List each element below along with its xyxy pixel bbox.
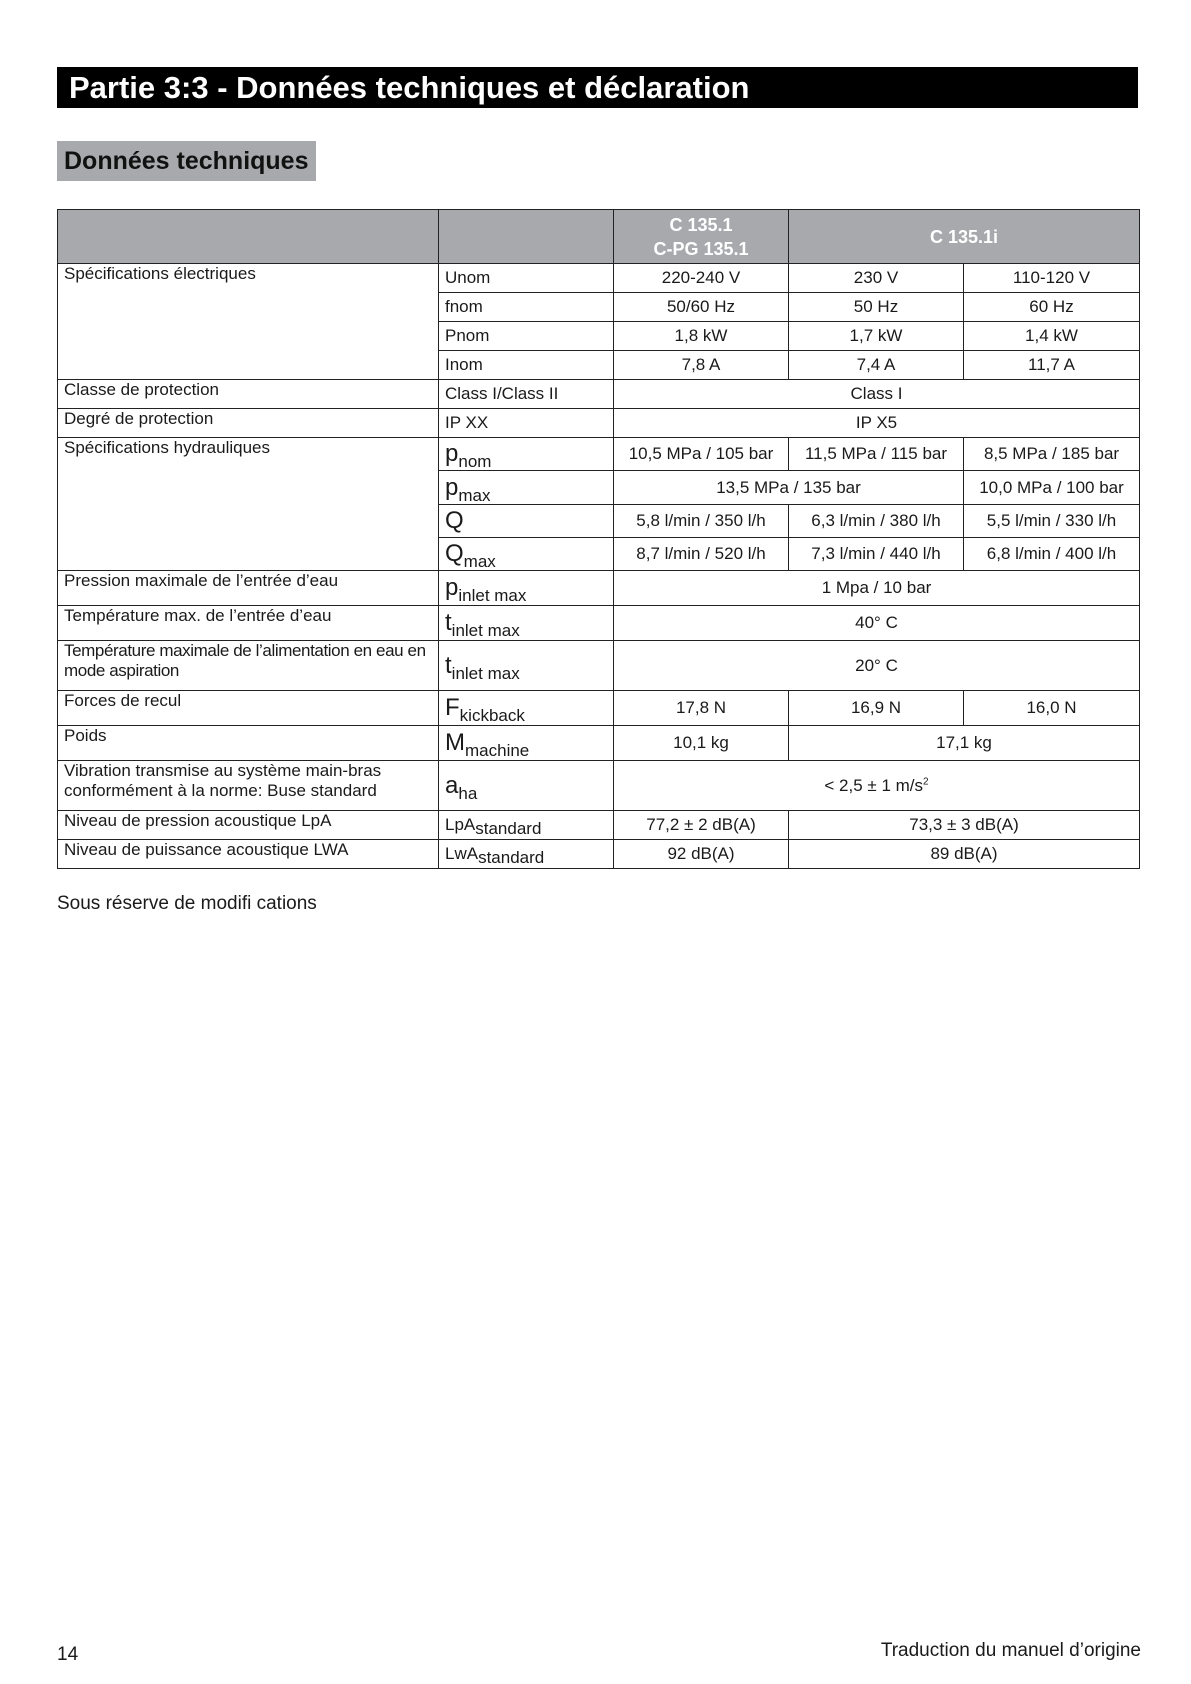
header-empty-2 [439,210,614,264]
value-cell: 230 V [789,264,964,293]
value-cell: 50 Hz [789,293,964,322]
symbol-subscript: nom [458,452,492,471]
table-row [58,641,1140,691]
symbol-letter: p [445,473,459,501]
symbol-base: LpA [445,815,476,834]
symbol-letter: t [445,609,452,636]
symbol-q [439,505,614,538]
symbol-subscript: ha [458,783,478,803]
symbol-base: LwA [445,844,479,863]
symbol-inom: Inom [439,351,614,380]
value-cell: 16,0 N [964,691,1140,726]
row-label-protection-class: Classe de protection [58,380,439,409]
row-label-inlet-pressure: Pression maximale de l’entrée d’eau [58,571,439,606]
table-row [58,409,1140,438]
table-row [58,726,1140,761]
symbol-p-inlet [439,571,614,606]
symbol-lwa [439,840,614,869]
table-row [58,811,1140,840]
value-cell: 73,3 ± 3 dB(A) [789,811,1140,840]
symbol-pnom-electrical: Pnom [439,322,614,351]
symbol-letter: Q [445,540,464,567]
symbol-ip: IP XX [439,409,614,438]
value-cell: 77,2 ± 2 dB(A) [614,811,789,840]
symbol-pmax [439,471,614,505]
value-cell: 1 Mpa / 10 bar [614,571,1140,606]
symbol-subscript: standard [478,848,545,867]
value-cell: 7,4 A [789,351,964,380]
symbol-f-kickback [439,691,614,726]
table-row [58,571,1140,606]
value-cell: 17,1 kg [789,726,1140,761]
table-row [58,264,1140,293]
header-model-c135-1-line1: C 135.1 [669,214,733,235]
value-cell: 8,5 MPa / 185 bar [964,438,1140,471]
symbol-subscript: standard [475,819,542,838]
value-cell: 7,8 A [614,351,789,380]
row-label-suction-temperature: Température maximale de l’alimentation en eau en mode aspiration [58,641,439,691]
symbol-letter: F [445,694,460,721]
row-label-sound-power: Niveau de puissance acoustique LWA [58,840,439,869]
symbol-letter: t [445,651,452,679]
symbol-letter: p [445,440,459,467]
value-cell: 220-240 V [614,264,789,293]
value-cell: 13,5 MPa / 135 bar [614,471,964,505]
section-title: Partie 3:3 - Données techniques et déclaration [57,67,1138,108]
value-cell: 20° C [614,641,1140,691]
symbol-subscript: inlet max [451,621,520,640]
header-model-c135-1 [614,210,789,264]
value-cell: 40° C [614,606,1140,641]
value-cell: 1,7 kW [789,322,964,351]
symbol-pnom [439,438,614,471]
row-label-hydraulic: Spécifications hydrauliques [58,438,439,571]
subject-to-change-note: Sous réserve de modifi cations [57,893,317,914]
value-cell: 6,8 l/min / 400 l/h [964,538,1140,571]
symbol-m-machine [439,726,614,761]
symbol-qmax [439,538,614,571]
symbol-letter: p [445,574,459,601]
technical-data-table [57,209,1140,869]
symbol-unom: Unom [439,264,614,293]
page-number: 14 [57,1644,79,1665]
value-cell: 7,3 l/min / 440 l/h [789,538,964,571]
vibration-value: < 2,5 ± 1 m/s [824,775,924,795]
value-cell: 6,3 l/min / 380 l/h [789,505,964,538]
value-cell: 92 dB(A) [614,840,789,869]
footer-translation-note: Traduction du manuel d’origine [880,1640,1141,1661]
row-label-weight: Poids [58,726,439,761]
row-label-kickback: Forces de recul [58,691,439,726]
table-row [58,438,1140,471]
symbol-letter: M [445,729,465,756]
row-label-inlet-temperature: Température max. de l’entrée d’eau [58,606,439,641]
symbol-a-ha [439,761,614,811]
symbol-fnom: fnom [439,293,614,322]
value-cell: 60 Hz [964,293,1140,322]
symbol-subscript: inlet max [458,586,527,605]
header-empty-1 [58,210,439,264]
value-cell: 11,7 A [964,351,1140,380]
subheading: Données techniques [57,141,316,181]
value-cell: 10,1 kg [614,726,789,761]
row-label-vibration: Vibration transmise au système main-bras conformément à la norme: Buse standard [58,761,439,811]
table-row [58,761,1140,811]
value-cell: 1,8 kW [614,322,789,351]
header-model-c135-1i: C 135.1i [789,210,1140,264]
header-model-cpg135-1: C-PG 135.1 [653,238,749,259]
symbol-subscript: max [463,552,496,571]
symbol-subscript: max [458,485,491,505]
table-header-row [58,210,1140,264]
symbol-t-inlet [439,606,614,641]
symbol-subscript: inlet max [451,663,520,683]
row-label-ip-rating: Degré de protection [58,409,439,438]
value-cell: 10,0 MPa / 100 bar [964,471,1140,505]
symbol-subscript: machine [465,741,530,760]
table-row [58,840,1140,869]
value-cell: 5,8 l/min / 350 l/h [614,505,789,538]
value-cell: 8,7 l/min / 520 l/h [614,538,789,571]
symbol-letter: a [445,771,459,799]
table-row [58,380,1140,409]
value-cell: 89 dB(A) [789,840,1140,869]
table-row [58,691,1140,726]
value-cell: 1,4 kW [964,322,1140,351]
vibration-exponent: 2 [923,775,929,787]
value-cell-vibration [614,761,1140,811]
value-cell: 10,5 MPa / 105 bar [614,438,789,471]
value-cell: 11,5 MPa / 115 bar [789,438,964,471]
symbol-subscript: kickback [459,706,525,725]
symbol-class: Class I/Class II [439,380,614,409]
symbol-t-suction [439,641,614,691]
value-cell: 50/60 Hz [614,293,789,322]
value-cell: IP X5 [614,409,1140,438]
row-label-electrical: Spécifications électriques [58,264,439,380]
value-cell: 17,8 N [614,691,789,726]
table-row [58,606,1140,641]
value-cell: 16,9 N [789,691,964,726]
value-cell: Class I [614,380,1140,409]
row-label-sound-pressure: Niveau de pression acoustique LpA [58,811,439,840]
symbol-letter: Q [445,507,464,534]
value-cell: 5,5 l/min / 330 l/h [964,505,1140,538]
symbol-lpa [439,811,614,840]
value-cell: 110-120 V [964,264,1140,293]
